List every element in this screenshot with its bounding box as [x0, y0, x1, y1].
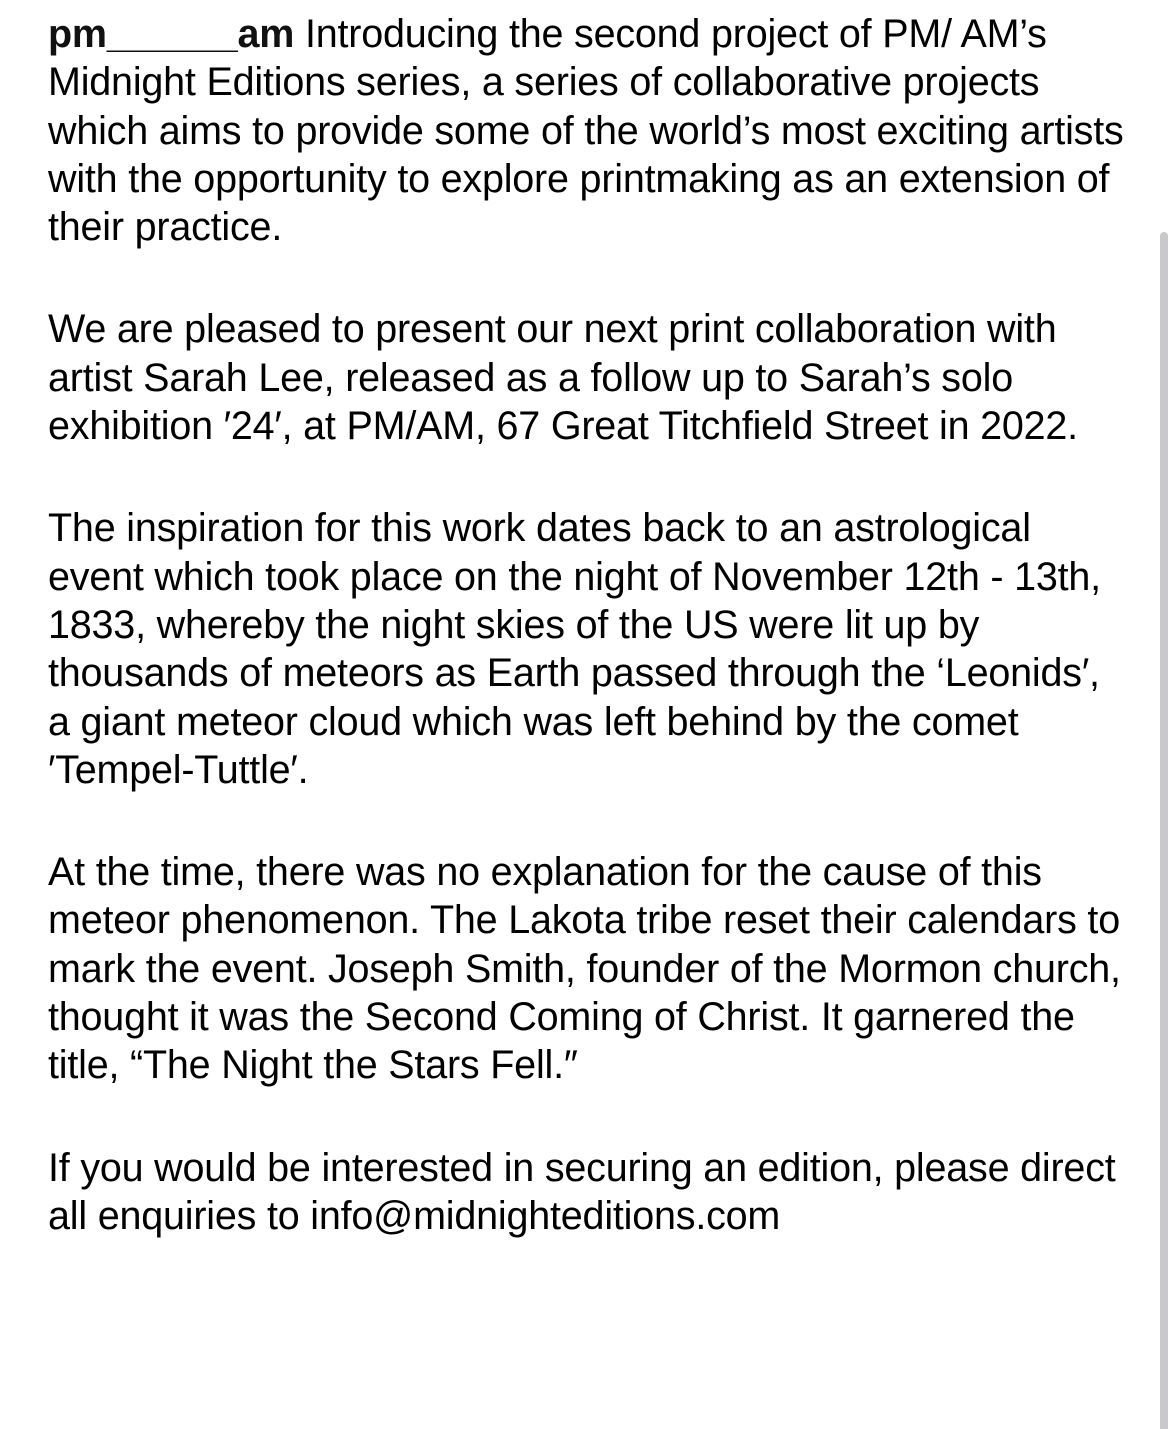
scrollbar[interactable] — [1160, 232, 1168, 1429]
caption-paragraph-inspiration: The inspiration for this work dates back to an astrological event which took place on the night of November 12th - 13th, 1833, whereby the night skies of the US were lit up by thousands of meteors as Earth passed through the ‘Leonids′, a giant meteor cloud which was left behind by the comet ′Tempel-Tuttle′. — [48, 506, 1101, 792]
caption-paragraph-intro — [48, 10, 1128, 251]
enquiries-text: If you would be interested in securing an edition, please direct all enquiries to — [48, 1145, 1116, 1238]
caption-paragraph-enquiries — [48, 1144, 1128, 1241]
caption-text-intro: Introducing the second project of PM/ AM’s Midnight Editions series, a series of collaborative projects which aims to provide some of the world’s most exciting artists with the opportunity to explore printmaking as an extension of their practice. — [48, 12, 1124, 250]
post-caption — [48, 10, 1128, 1294]
caption-paragraph-collaboration: We are pleased to present our next print collaboration with artist Sarah Lee, released as a follow up to Sarah’s solo exhibition ′24′, at PM/AM, 67 Great Titchfield Street in 2022. — [48, 307, 1078, 449]
caption-paragraph-history: At the time, there was no explanation for the cause of this meteor phenomenon. The Lakota tribe reset their calendars to mark the event. Joseph Smith, founder of the Mormon church, thought it was the Second Coming of Christ. It garnered the title, “The Night the Stars Fell.″ — [48, 850, 1121, 1088]
email-link[interactable]: info@midnighteditions.com — [310, 1193, 781, 1238]
username-link[interactable]: pm______am — [48, 12, 295, 56]
